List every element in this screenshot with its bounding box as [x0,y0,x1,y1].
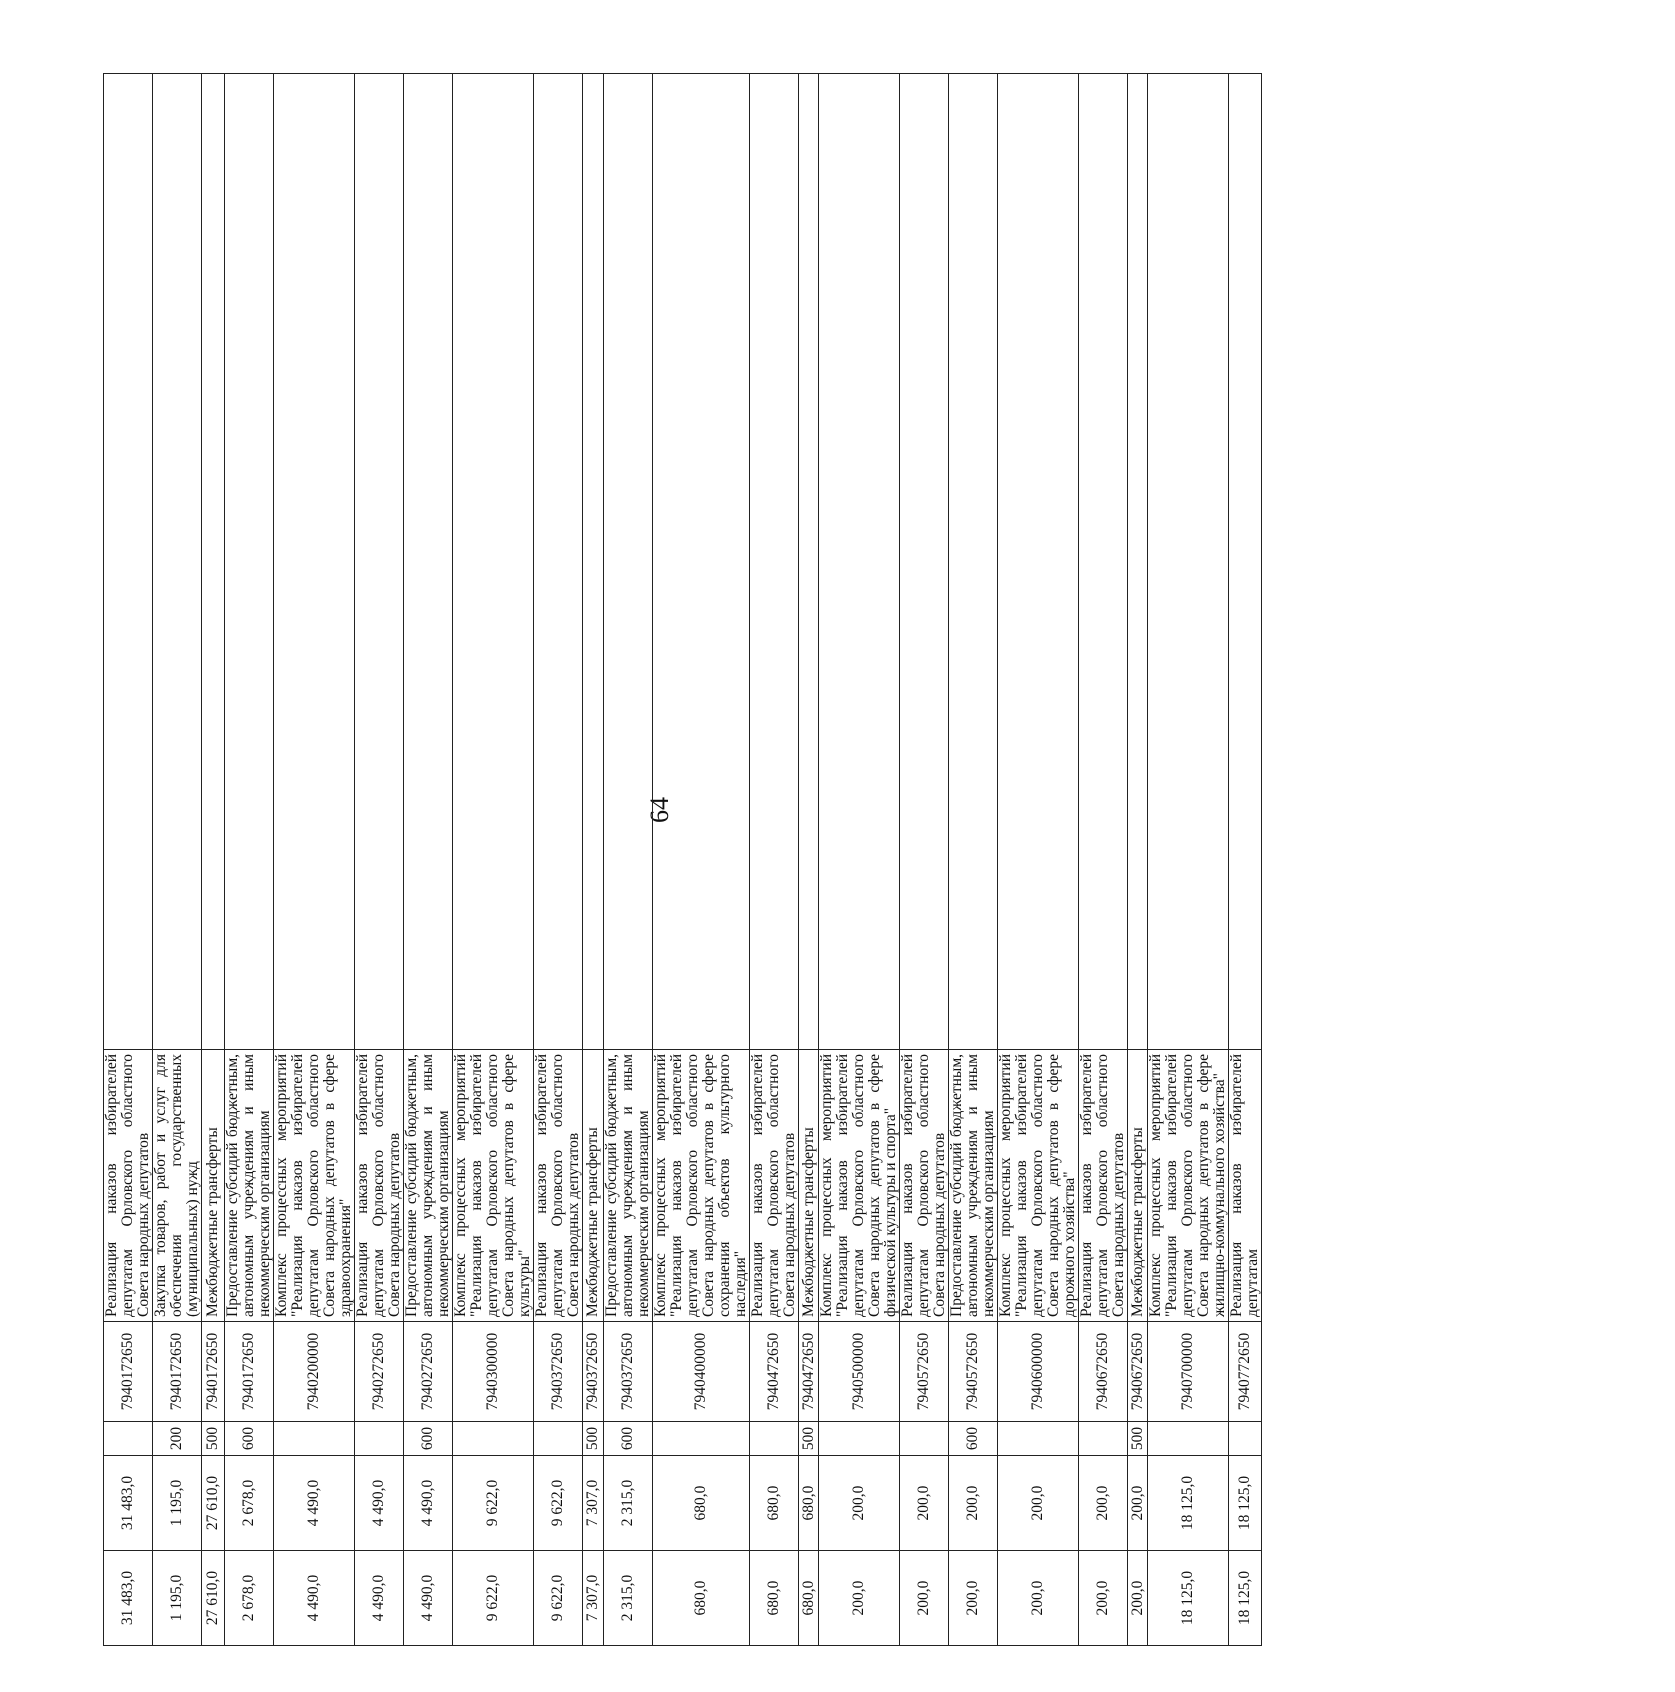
value-1-cell: 200,0 [819,1456,900,1551]
value-2-cell: 9 622,0 [453,1551,534,1646]
value-1-cell: 7 307,0 [583,1456,604,1551]
expense-type-cell [274,1422,355,1456]
table-row [583,74,604,1646]
table-row [653,74,750,1646]
expense-type-cell: 600 [949,1422,998,1456]
item-name-cell: Закупка товаров, работ и услуг для обеспечения государственных (муниципальных) нужд [153,1050,202,1322]
expense-type-cell: 500 [1128,1422,1148,1456]
blank-cell [274,74,355,1050]
target-code-cell: 7940372650 [583,1322,604,1422]
value-2-cell: 680,0 [750,1551,799,1646]
table-row [453,74,534,1646]
target-code-cell: 7940572650 [900,1322,949,1422]
blank-cell [998,74,1079,1050]
value-1-cell: 200,0 [900,1456,949,1551]
blank-cell [534,74,583,1050]
page-number: 64 [645,797,674,823]
target-code-cell: 7940200000 [274,1322,355,1422]
value-1-cell: 680,0 [750,1456,799,1551]
table-row [998,74,1079,1646]
target-code-cell: 7940672650 [1128,1322,1148,1422]
blank-cell [750,74,799,1050]
item-name-cell: Комплекс процессных мероприятий "Реализация наказов избирателей депутатам Орловского областного Совета народных депутатов в сфере сохранения объектов культурного наследия" [653,1050,750,1322]
blank-cell [1079,74,1128,1050]
value-1-cell: 27 610,0 [202,1456,225,1551]
value-2-cell: 200,0 [819,1551,900,1646]
target-code-cell: 7940400000 [653,1322,750,1422]
expense-type-cell [1229,1422,1262,1456]
item-name-cell: Реализация наказов избирателей депутатам [1229,1050,1262,1322]
item-name-cell: Предоставление субсидий бюджетным, автономным учреждениям и иным некоммерческим организациям [225,1050,274,1322]
value-2-cell: 4 490,0 [274,1551,355,1646]
value-1-cell: 9 622,0 [534,1456,583,1551]
value-2-cell: 31 483,0 [104,1551,153,1646]
item-name-cell: Комплекс процессных мероприятий "Реализация наказов избирателей депутатам Орловского областного Совета народных депутатов в сфере физической культуры и спорта" [819,1050,900,1322]
item-name-cell: Комплекс процессных мероприятий "Реализация наказов избирателей депутатам Орловского областного Совета народных депутатов в сфере культуры" [453,1050,534,1322]
budget-table [103,73,1262,1646]
target-code-cell: 7940372650 [534,1322,583,1422]
table-row [750,74,799,1646]
value-1-cell: 4 490,0 [355,1456,404,1551]
value-1-cell: 4 490,0 [274,1456,355,1551]
value-1-cell: 200,0 [1079,1456,1128,1551]
target-code-cell: 7940300000 [453,1322,534,1422]
target-code-cell: 7940700000 [1148,1322,1229,1422]
blank-cell [225,74,274,1050]
table-row [274,74,355,1646]
table-row [1148,74,1229,1646]
item-name-cell: Реализация наказов избирателей депутатам Орловского областного Совета народных депутатов [104,1050,153,1322]
blank-cell [453,74,534,1050]
table-row [604,74,653,1646]
table-region [103,74,1675,1626]
value-1-cell: 200,0 [998,1456,1079,1551]
value-2-cell: 18 125,0 [1229,1551,1262,1646]
item-name-cell: Реализация наказов избирателей депутатам Орловского областного Совета народных депутатов [355,1050,404,1322]
table-row [799,74,819,1646]
value-2-cell: 200,0 [1128,1551,1148,1646]
target-code-cell: 7940372650 [604,1322,653,1422]
item-name-cell: Реализация наказов избирателей депутатам Орловского областного Совета народных депутатов [1079,1050,1128,1322]
expense-type-cell: 500 [202,1422,225,1456]
value-1-cell: 2 678,0 [225,1456,274,1551]
value-2-cell: 27 610,0 [202,1551,225,1646]
value-1-cell: 680,0 [653,1456,750,1551]
expense-type-cell [355,1422,404,1456]
item-name-cell: Реализация наказов избирателей депутатам Орловского областного Совета народных депутатов [750,1050,799,1322]
value-1-cell: 9 622,0 [453,1456,534,1551]
expense-type-cell: 500 [799,1422,819,1456]
table-row [225,74,274,1646]
value-1-cell: 1 195,0 [153,1456,202,1551]
blank-cell [202,74,225,1050]
expense-type-cell [1079,1422,1128,1456]
value-1-cell: 18 125,0 [1148,1456,1229,1551]
item-name-cell: Комплекс процессных мероприятий "Реализация наказов избирателей депутатам Орловского областного Совета народных депутатов в сфере здравоохранения" [274,1050,355,1322]
target-code-cell: 7940472650 [750,1322,799,1422]
blank-cell [153,74,202,1050]
value-2-cell: 2 678,0 [225,1551,274,1646]
blank-cell [949,74,998,1050]
target-code-cell: 7940272650 [355,1322,404,1422]
value-2-cell: 4 490,0 [355,1551,404,1646]
expense-type-cell [998,1422,1079,1456]
expense-type-cell: 600 [604,1422,653,1456]
target-code-cell: 7940572650 [949,1322,998,1422]
blank-cell [355,74,404,1050]
value-2-cell: 1 195,0 [153,1551,202,1646]
blank-cell [404,74,453,1050]
value-2-cell: 200,0 [1079,1551,1128,1646]
item-name-cell: Предоставление субсидий бюджетным, автономным учреждениям и иным некоммерческим организациям [949,1050,998,1322]
target-code-cell: 7940172650 [104,1322,153,1422]
value-2-cell: 200,0 [900,1551,949,1646]
target-code-cell: 7940272650 [404,1322,453,1422]
blank-cell [1128,74,1148,1050]
table-row [1079,74,1128,1646]
expense-type-cell: 600 [225,1422,274,1456]
item-name-cell: Комплекс процессных мероприятий "Реализация наказов избирателей депутатам Орловского областного Совета народных депутатов в сфере жилищно-коммунального хозяйства" [1148,1050,1229,1322]
table-row [404,74,453,1646]
blank-cell [604,74,653,1050]
target-code-cell: 7940472650 [799,1322,819,1422]
blank-cell [583,74,604,1050]
value-2-cell: 680,0 [799,1551,819,1646]
expense-type-cell: 600 [404,1422,453,1456]
value-2-cell: 200,0 [998,1551,1079,1646]
value-1-cell: 18 125,0 [1229,1456,1262,1551]
value-1-cell: 31 483,0 [104,1456,153,1551]
target-code-cell: 7940172650 [202,1322,225,1422]
table-row [900,74,949,1646]
expense-type-cell [750,1422,799,1456]
value-1-cell: 200,0 [949,1456,998,1551]
blank-cell [900,74,949,1050]
table-row [1229,74,1262,1646]
item-name-cell: Межбюджетные трансферты [202,1050,225,1322]
value-2-cell: 9 622,0 [534,1551,583,1646]
expense-type-cell [1148,1422,1229,1456]
expense-type-cell [653,1422,750,1456]
blank-cell [1148,74,1229,1050]
target-code-cell: 7940172650 [153,1322,202,1422]
table-row [104,74,153,1646]
table-row [355,74,404,1646]
item-name-cell: Межбюджетные трансферты [1128,1050,1148,1322]
value-1-cell: 200,0 [1128,1456,1148,1551]
value-2-cell: 680,0 [653,1551,750,1646]
target-code-cell: 7940772650 [1229,1322,1262,1422]
blank-cell [819,74,900,1050]
table-row [819,74,900,1646]
value-2-cell: 200,0 [949,1551,998,1646]
expense-type-cell [453,1422,534,1456]
value-2-cell: 7 307,0 [583,1551,604,1646]
blank-cell [799,74,819,1050]
table-row [949,74,998,1646]
value-2-cell: 2 315,0 [604,1551,653,1646]
expense-type-cell [104,1422,153,1456]
expense-type-cell [900,1422,949,1456]
expense-type-cell [819,1422,900,1456]
item-name-cell: Межбюджетные трансферты [583,1050,604,1322]
table-row [202,74,225,1646]
value-2-cell: 18 125,0 [1148,1551,1229,1646]
blank-cell [1229,74,1262,1050]
value-1-cell: 4 490,0 [404,1456,453,1551]
target-code-cell: 7940672650 [1079,1322,1128,1422]
expense-type-cell [534,1422,583,1456]
target-code-cell: 7940600000 [998,1322,1079,1422]
item-name-cell: Межбюджетные трансферты [799,1050,819,1322]
value-2-cell: 4 490,0 [404,1551,453,1646]
table-row [534,74,583,1646]
table-row [153,74,202,1646]
item-name-cell: Предоставление субсидий бюджетным, автономным учреждениям и иным некоммерческим организациям [404,1050,453,1322]
expense-type-cell: 200 [153,1422,202,1456]
item-name-cell: Комплекс процессных мероприятий "Реализация наказов избирателей депутатам Орловского областного Совета народных депутатов в сфере дорожного хозяйства" [998,1050,1079,1322]
blank-cell [653,74,750,1050]
item-name-cell: Предоставление субсидий бюджетным, автономным учреждениям и иным некоммерческим организациям [604,1050,653,1322]
blank-cell [104,74,153,1050]
expense-type-cell: 500 [583,1422,604,1456]
value-1-cell: 680,0 [799,1456,819,1551]
value-1-cell: 2 315,0 [604,1456,653,1551]
target-code-cell: 7940500000 [819,1322,900,1422]
item-name-cell: Реализация наказов избирателей депутатам Орловского областного Совета народных депутатов [900,1050,949,1322]
item-name-cell: Реализация наказов избирателей депутатам Орловского областного Совета народных депутатов [534,1050,583,1322]
table-row [1128,74,1148,1646]
target-code-cell: 7940172650 [225,1322,274,1422]
